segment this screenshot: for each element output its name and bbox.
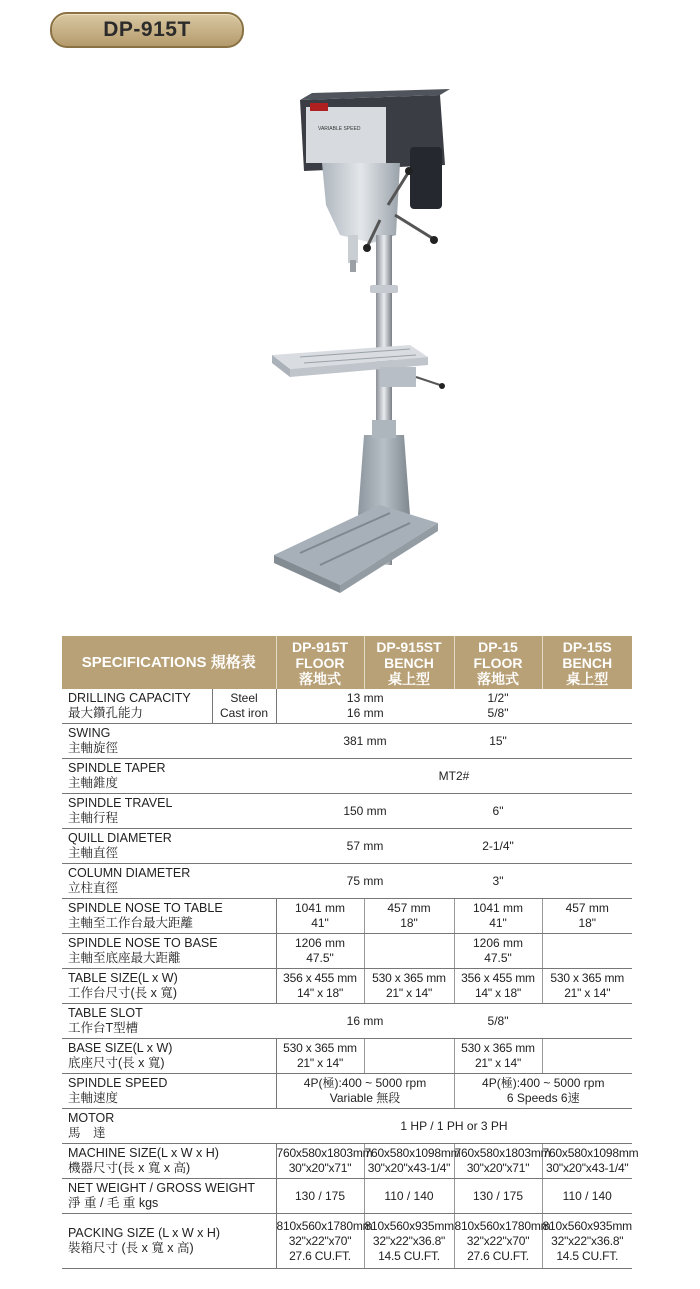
table-row: SWING 主軸旋徑 381 mm 15" <box>62 724 632 759</box>
table-row: SPINDLE SPEED 主軸速度 4P(極):400 ~ 5000 rpm Variable 無段 4P(極):400 ~ 5000 rpm 6 Speeds 6速 <box>62 1074 632 1109</box>
model-header-1: DP-915T FLOOR 落地式 <box>276 636 364 689</box>
table-row: QUILL DIAMETER 主軸直徑 57 mm 2-1/4" <box>62 829 632 864</box>
svg-text:VARIABLE SPEED: VARIABLE SPEED <box>318 126 361 132</box>
table-row: TABLE SLOT 工作台T型槽 16 mm 5/8" <box>62 1004 632 1039</box>
table-row: SPINDLE NOSE TO TABLE 主軸至工作台最大距離 1041 mm 41" 457 mm 18" 1041 mm 41" 457 mm 18" <box>62 899 632 934</box>
specifications-table <box>62 636 639 1269</box>
model-title: DP-915T <box>50 12 244 48</box>
table-row: DRILLING CAPACITY 最大鑽孔能力 Steel Cast iron 13 mm 16 mm 1/2" 5/8" <box>62 689 632 724</box>
table-row: TABLE SIZE(L x W) 工作台尺寸(長 x 寬) 356 x 455 mm 14" x 18" 530 x 365 mm 21" x 14" 356 x 455 mm 14" x 18" 530 x 365 mm 21" x 14" <box>62 969 632 1004</box>
table-row: MACHINE SIZE(L x W x H) 機器尺寸(長 x 寬 x 高) 760x580x1803mm 30"x20"x71" 760x580x1098mm 30"x20"x43-1/4" 760x580x1803mm 30"x20"x71" 760x580x1098mm 30"x20"x43-1/4" <box>62 1144 632 1179</box>
table-row: MOTOR 馬 達 1 HP / 1 PH or 3 PH <box>62 1109 632 1144</box>
table-row: SPINDLE NOSE TO BASE 主軸至底座最大距離 1206 mm 47.5" 1206 mm 47.5" <box>62 934 632 969</box>
model-header-2: DP-915ST BENCH 桌上型 <box>364 636 454 689</box>
model-header-4: DP-15S BENCH 桌上型 <box>542 636 632 689</box>
drill-press-photo <box>260 85 460 600</box>
spec-header-label: SPECIFICATIONS 規格表 <box>62 636 276 689</box>
table-row: SPINDLE TAPER 主軸錐度 MT2# <box>62 759 632 794</box>
table-row: BASE SIZE(L x W) 底座尺寸(長 x 寬) 530 x 365 mm 21" x 14" 530 x 365 mm 21" x 14" <box>62 1039 632 1074</box>
model-header-3: DP-15 FLOOR 落地式 <box>454 636 542 689</box>
header-row <box>62 636 632 689</box>
table-row: NET WEIGHT / GROSS WEIGHT 淨 重 / 毛 重 kgs 130 / 175 110 / 140 130 / 175 110 / 140 <box>62 1179 632 1214</box>
table-row: PACKING SIZE (L x W x H) 裝箱尺寸 (長 x 寬 x 高) 810x560x1780mm 32"x22"x70" 27.6 CU.FT. 810x560x935mm 32"x22"x36.8" 14.5 CU.FT. 810x560x1780mm 32"x22"x70" 27.6 CU.FT. 810x560x935mm 32"x22"x36.8" 14.5 CU.FT. <box>62 1214 632 1269</box>
table-row: SPINDLE TRAVEL 主軸行程 150 mm 6" <box>62 794 632 829</box>
table-row: COLUMN DIAMETER 立柱直徑 75 mm 3" <box>62 864 632 899</box>
